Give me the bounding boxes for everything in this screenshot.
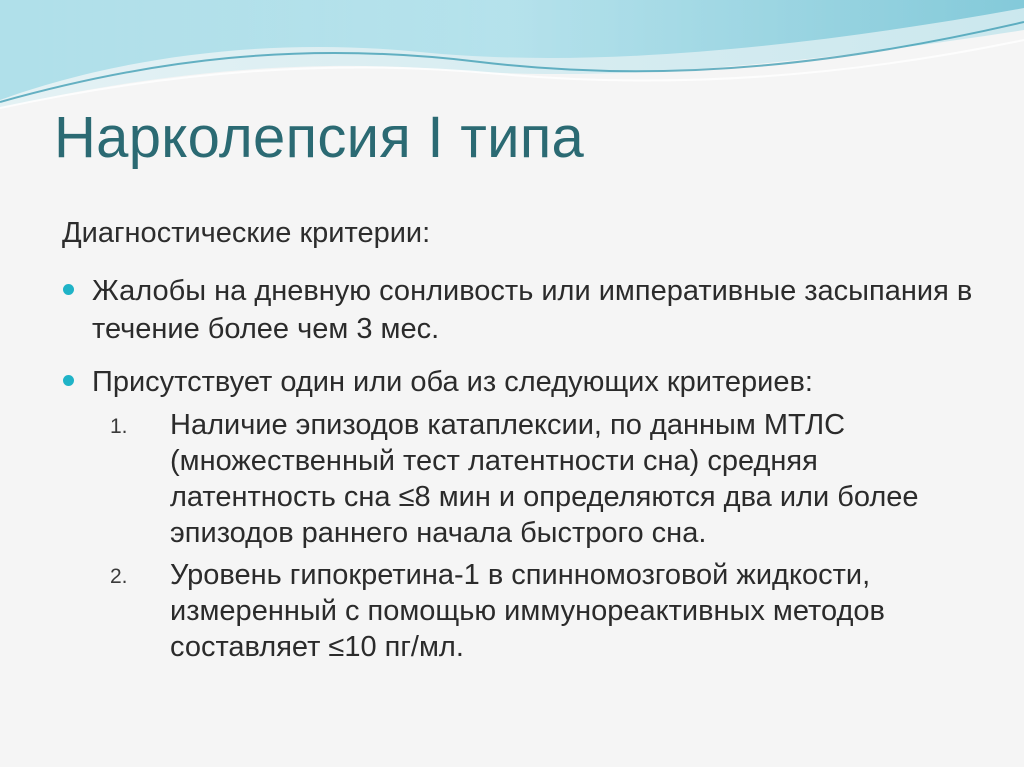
bullet-item xyxy=(62,363,982,401)
bullet-dot-icon xyxy=(63,284,74,295)
item-text: Наличие эпизодов катаплексии, по данным МТЛС (множественный тест латентности сна) средняя латентность сна ≤8 мин и определяются два или более эпизодов раннего начала быстрого сна. xyxy=(170,409,919,549)
numbered-item xyxy=(108,557,978,665)
slide-title: Нарколепсия I типа xyxy=(54,105,585,170)
numbered-item xyxy=(108,407,978,551)
numbered-criteria-list xyxy=(108,407,978,671)
bullet-item xyxy=(62,272,982,348)
bullet-dot-icon xyxy=(63,375,74,386)
item-text: Уровень гипокретина-1 в спинномозговой жидкости, измеренный с помощью иммунореактивных методов составляет ≤10 пг/мл. xyxy=(170,559,885,663)
item-number: 1. xyxy=(110,415,128,438)
bullet-list xyxy=(62,272,982,416)
item-number: 2. xyxy=(110,565,128,588)
bullet-text: Присутствует один или оба из следующих критериев: xyxy=(92,366,813,398)
header-wave-decoration xyxy=(0,0,1024,120)
bullet-text: Жалобы на дневную сонливость или императивные засыпания в течение более чем 3 мес. xyxy=(92,275,973,345)
criteria-heading: Диагностические критерии: xyxy=(62,217,431,249)
